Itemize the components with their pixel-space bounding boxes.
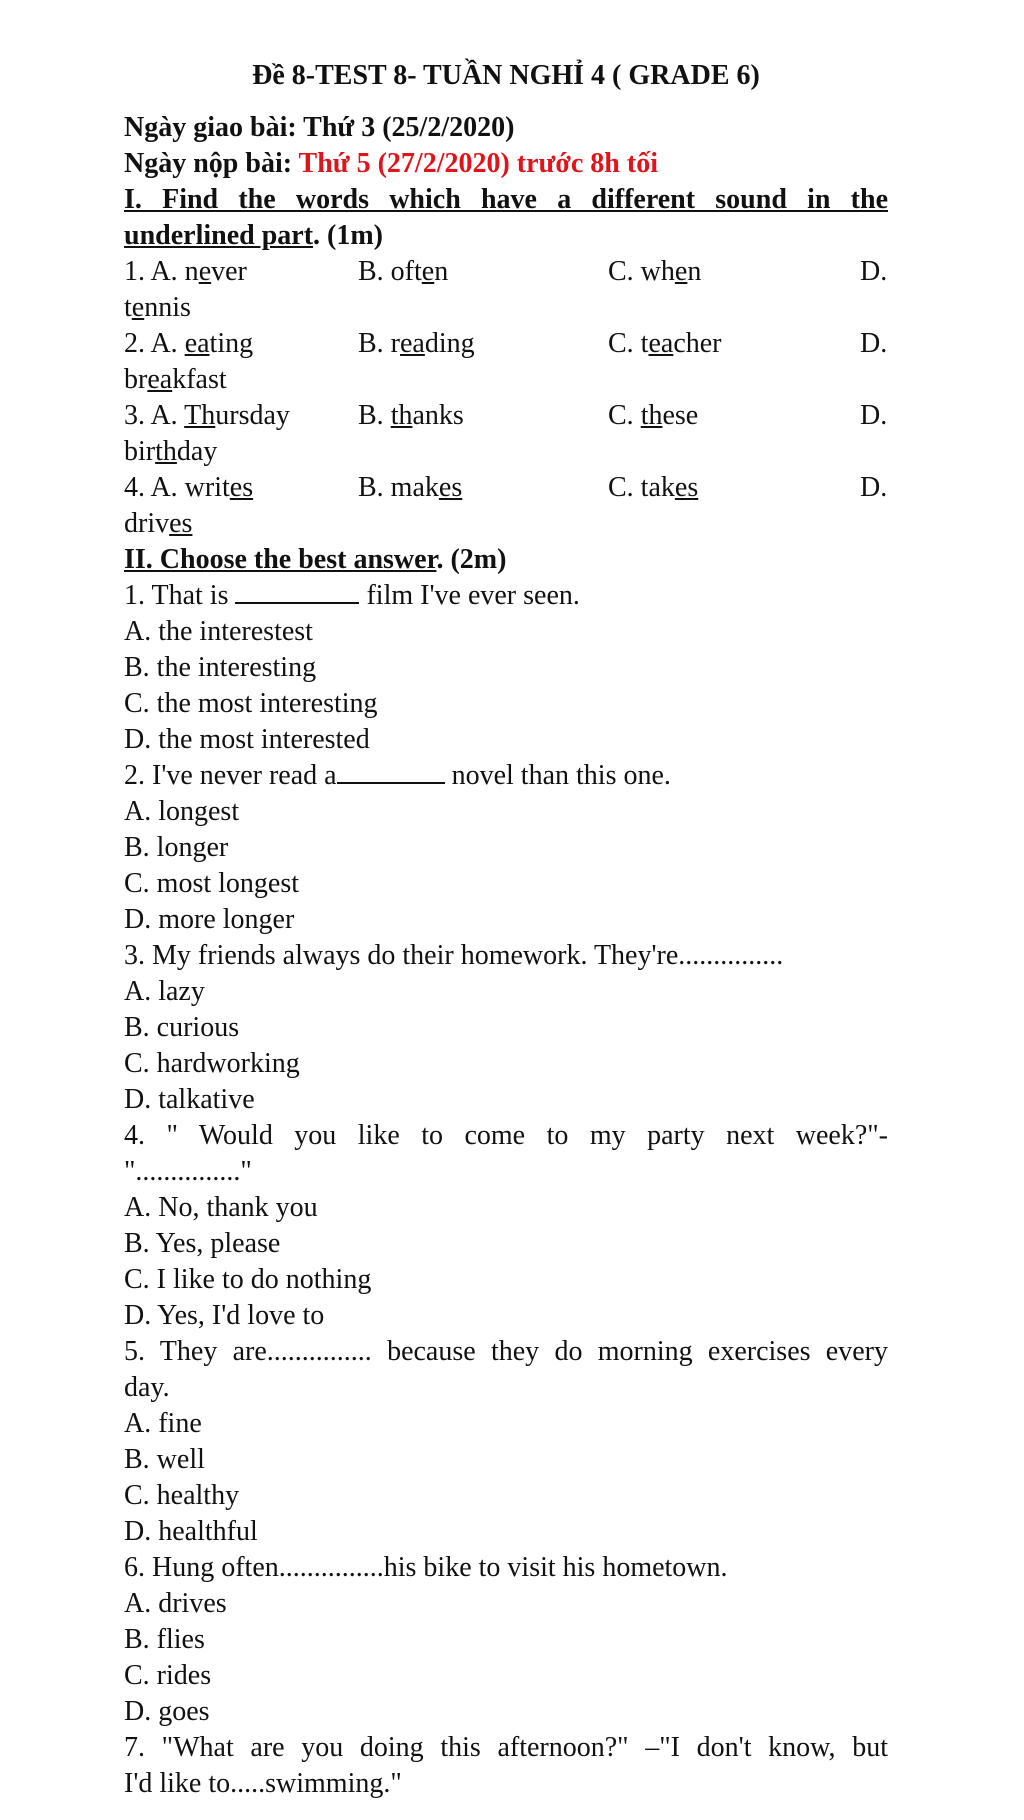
option-d: [124, 290, 888, 326]
submit-date: [124, 146, 658, 182]
option: C. most longest: [124, 868, 300, 899]
option-text: cher: [673, 328, 722, 359]
option-d: [124, 362, 888, 398]
option-text: C. t: [608, 328, 649, 359]
section2-score: . (2m): [436, 544, 507, 575]
option-text: C. tak: [608, 472, 675, 503]
option-label: D.: [860, 256, 888, 287]
option-c: [608, 398, 698, 434]
option-text: ding: [424, 328, 475, 359]
option-b: [358, 470, 462, 506]
option-text: n: [687, 256, 702, 287]
option-d-label: [860, 470, 887, 506]
option: B. curious: [124, 1012, 240, 1043]
section1-heading-line1: [124, 182, 888, 218]
option-d-label: [860, 326, 887, 362]
option: A. lazy: [124, 976, 205, 1007]
option-text: br: [124, 364, 148, 395]
option-d-label: [860, 254, 887, 290]
underlined-part: ea: [648, 328, 674, 359]
question-number: 1. A. n: [124, 256, 199, 287]
option: B. Yes, please: [124, 1228, 281, 1259]
option-a: [124, 398, 290, 434]
option-b: [358, 398, 464, 434]
underlined-part: e: [421, 256, 435, 287]
section2-heading: II. Choose the best answer: [124, 544, 437, 575]
underlined-part: e: [674, 256, 688, 287]
question-number: 2. A.: [124, 328, 185, 359]
option: B. longer: [124, 832, 229, 863]
option-text: B. oft: [358, 256, 422, 287]
option-text: B.: [358, 400, 391, 431]
option: A. No, thank you: [124, 1192, 318, 1223]
question-1-text-end: film I've ever seen.: [359, 580, 580, 611]
option-c: [608, 470, 698, 506]
option-label: D.: [860, 400, 888, 431]
option-b: [358, 326, 475, 362]
question-5: 5. They are............... because they do morning exercises every: [124, 1336, 888, 1367]
underlined-part: e: [131, 292, 145, 323]
option: A. fine: [124, 1408, 202, 1439]
option-text: day: [176, 436, 218, 467]
option-c: [608, 254, 701, 290]
underlined-part: es: [438, 472, 463, 503]
question-4-cont: "...............": [124, 1156, 252, 1187]
question-number: 3. A.: [124, 400, 185, 431]
question-2: [124, 758, 888, 794]
assign-date: Ngày giao bài: Thứ 3 (25/2/2020): [124, 112, 515, 143]
question-3: 3. My friends always do their homework. They're...............: [124, 940, 784, 971]
option-label: D.: [860, 328, 888, 359]
underlined-part: es: [229, 472, 254, 503]
question-5-cont: day.: [124, 1372, 170, 1403]
option-d-label: [860, 398, 887, 434]
option: A. drives: [124, 1588, 227, 1619]
option: C. healthy: [124, 1480, 240, 1511]
option-a: [124, 254, 247, 290]
underlined-part: e: [198, 256, 212, 287]
option: C. rides: [124, 1660, 212, 1691]
submit-deadline: Thứ 5 (27/2/2020) trước 8h tối: [298, 148, 658, 179]
option-label: D.: [860, 472, 888, 503]
option-c: [608, 326, 722, 362]
option: C. I like to do nothing: [124, 1264, 372, 1295]
option: D. healthful: [124, 1516, 258, 1547]
option-text: ting: [209, 328, 254, 359]
section1-heading-cont: underlined part: [124, 220, 314, 251]
option: C. hardworking: [124, 1048, 300, 1079]
option-text: B. mak: [358, 472, 439, 503]
question-number: 4. A. writ: [124, 472, 230, 503]
option-text: C. wh: [608, 256, 675, 287]
underlined-part: es: [674, 472, 699, 503]
answer-blank: [235, 580, 359, 604]
option-text: kfast: [172, 364, 227, 395]
underlined-part: th: [390, 400, 413, 431]
question-6: 6. Hung often...............his bike to visit his hometown.: [124, 1552, 728, 1583]
option-text: ver: [211, 256, 247, 287]
option-text: C.: [608, 400, 641, 431]
question-1: [124, 578, 888, 614]
option-b: [358, 254, 448, 290]
option: D. goes: [124, 1696, 210, 1727]
option: A. the interestest: [124, 616, 313, 647]
option-a: [124, 470, 253, 506]
option: D. Yes, I'd love to: [124, 1300, 325, 1331]
question-2-text-end: novel than this one.: [444, 760, 671, 791]
option-text: driv: [124, 508, 170, 539]
option-text: bir: [124, 436, 156, 467]
underlined-part: ea: [184, 328, 210, 359]
submit-label: Ngày nộp bài:: [124, 148, 293, 179]
option-d: [124, 506, 888, 542]
underlined-part: ea: [147, 364, 173, 395]
option-d: [124, 434, 888, 470]
underlined-part: ea: [400, 328, 425, 359]
page-title: Đề 8-TEST 8- TUẦN NGHỈ 4 ( GRADE 6): [252, 60, 760, 91]
option: B. the interesting: [124, 652, 317, 683]
answer-blank: [337, 760, 445, 784]
option: D. the most interested: [124, 724, 370, 755]
option: B. flies: [124, 1624, 205, 1655]
option-text: n: [434, 256, 449, 287]
section2-heading-line: [124, 542, 888, 578]
question-4: 4. " Would you like to come to my party next week?"-: [124, 1120, 888, 1151]
option: D. more longer: [124, 904, 295, 935]
option-text: t: [124, 292, 132, 323]
option-text: ursday: [215, 400, 290, 431]
option: B. well: [124, 1444, 205, 1475]
option-text: ese: [662, 400, 699, 431]
option-text: B. r: [358, 328, 400, 359]
section1-score: . (1m): [313, 220, 384, 251]
question-7-cont: I'd like to.....swimming.": [124, 1768, 402, 1799]
section1-heading: I. Find the words which have a different sound in the: [124, 184, 888, 215]
option-a: [124, 326, 253, 362]
option: A. longest: [124, 796, 240, 827]
underlined-part: Th: [184, 400, 216, 431]
option: D. talkative: [124, 1084, 255, 1115]
underlined-part: th: [640, 400, 663, 431]
section1-heading-line2: [124, 218, 888, 254]
question-2-text: 2. I've never read a: [124, 760, 337, 791]
underlined-part: es: [169, 508, 193, 539]
option-text: anks: [412, 400, 464, 431]
question-7: 7. "What are you doing this afternoon?" –"I don't know, but: [124, 1732, 888, 1763]
question-1-text: 1. That is: [124, 580, 236, 611]
underlined-part: th: [155, 436, 177, 467]
option-text: nnis: [144, 292, 191, 323]
option: C. the most interesting: [124, 688, 378, 719]
